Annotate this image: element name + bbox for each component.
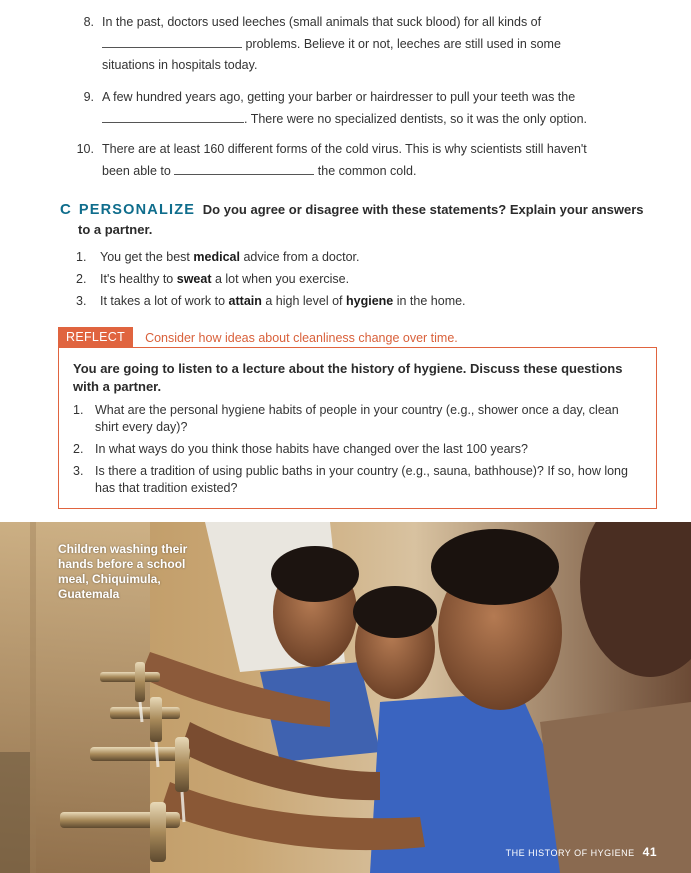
list-item xyxy=(60,290,650,312)
item-text-line: There are at least 160 different forms of the cold virus. This is why scientists still haven't xyxy=(102,142,587,156)
section-c-heading xyxy=(60,200,650,240)
section-letter: C xyxy=(60,201,71,218)
answer-blank[interactable] xyxy=(102,36,242,48)
statement-text: advice from a doctor. xyxy=(243,250,360,264)
photo-children-washing-hands xyxy=(0,522,691,873)
list-number: 2. xyxy=(73,442,84,456)
list-item xyxy=(73,402,642,436)
statement-text: a lot when you exercise. xyxy=(214,272,350,286)
statement-text: It takes a lot of work to xyxy=(100,294,226,308)
photo-caption: Children washing their hands before a school meal, Chiquimula, Guatemala xyxy=(58,542,188,601)
reflect-header xyxy=(58,327,458,348)
vocab-word: attain xyxy=(228,294,262,308)
question-text: In what ways do you think those habits have changed over the last 100 years? xyxy=(95,442,528,456)
item-text-line: problems. Believe it or not, leeches are still used in some xyxy=(245,36,561,51)
reflect-intro: You are going to listen to a lecture about the history of hygiene. Discuss these questions with a partner. xyxy=(73,361,623,394)
statement-text: a high level of xyxy=(265,294,343,308)
item-text-line: . There were no specialized dentists, so it was the only option. xyxy=(244,111,588,126)
list-number: 3. xyxy=(76,294,87,308)
item-number: 8. xyxy=(83,15,94,29)
list-number: 3. xyxy=(73,464,84,478)
exercise-item-9 xyxy=(70,87,630,130)
section-c-personalize xyxy=(60,200,650,312)
list-item xyxy=(60,268,650,290)
exercise-item-10 xyxy=(70,139,630,182)
item-text-line: the common cold. xyxy=(317,163,417,178)
page-footer xyxy=(506,845,657,859)
statement-list xyxy=(60,246,650,312)
list-item xyxy=(73,463,642,497)
item-text-line: In the past, doctors used leeches (small animals that suck blood) for all kinds of xyxy=(102,15,542,29)
question-list xyxy=(73,402,642,497)
list-number: 2. xyxy=(76,272,87,286)
page-number: 41 xyxy=(642,845,657,859)
vocab-word: medical xyxy=(193,250,240,264)
answer-blank[interactable] xyxy=(102,111,244,123)
question-text: Is there a tradition of using public baths in your country (e.g., sauna, bathhouse)? If so, how long has that tradition existed? xyxy=(95,464,628,495)
item-text-line: been able to xyxy=(102,163,171,178)
item-number: 10. xyxy=(76,142,94,156)
statement-text: It's healthy to xyxy=(100,272,174,286)
question-text: What are the personal hygiene habits of people in your country (e.g., shower once a day, clean shirt every day)? xyxy=(95,403,619,434)
section-keyword: PERSONALIZE xyxy=(78,202,196,218)
exercise-item-8 xyxy=(70,12,630,77)
list-number: 1. xyxy=(76,250,87,264)
item-text-line: situations in hospitals today. xyxy=(102,58,258,72)
running-title: THE HISTORY OF HYGIENE xyxy=(505,848,635,858)
reflect-tag: REFLECT xyxy=(58,327,133,348)
section-instruction: Do you agree or disagree with these statements? Explain your answers xyxy=(202,202,644,217)
reflect-box xyxy=(58,347,657,509)
item-number: 9. xyxy=(83,90,94,104)
statement-text: You get the best xyxy=(100,250,190,264)
answer-blank[interactable] xyxy=(174,163,314,175)
vocab-word: sweat xyxy=(176,272,212,286)
item-text-line: A few hundred years ago, getting your barber or hairdresser to pull your teeth was the xyxy=(102,90,576,104)
statement-text: in the home. xyxy=(396,294,466,308)
list-item xyxy=(73,441,642,458)
section-instruction-cont: to a partner. xyxy=(78,222,153,237)
reflect-title: Consider how ideas about cleanliness change over time. xyxy=(145,330,458,345)
list-item xyxy=(60,246,650,268)
list-number: 1. xyxy=(73,403,84,417)
vocab-word: hygiene xyxy=(346,294,394,308)
